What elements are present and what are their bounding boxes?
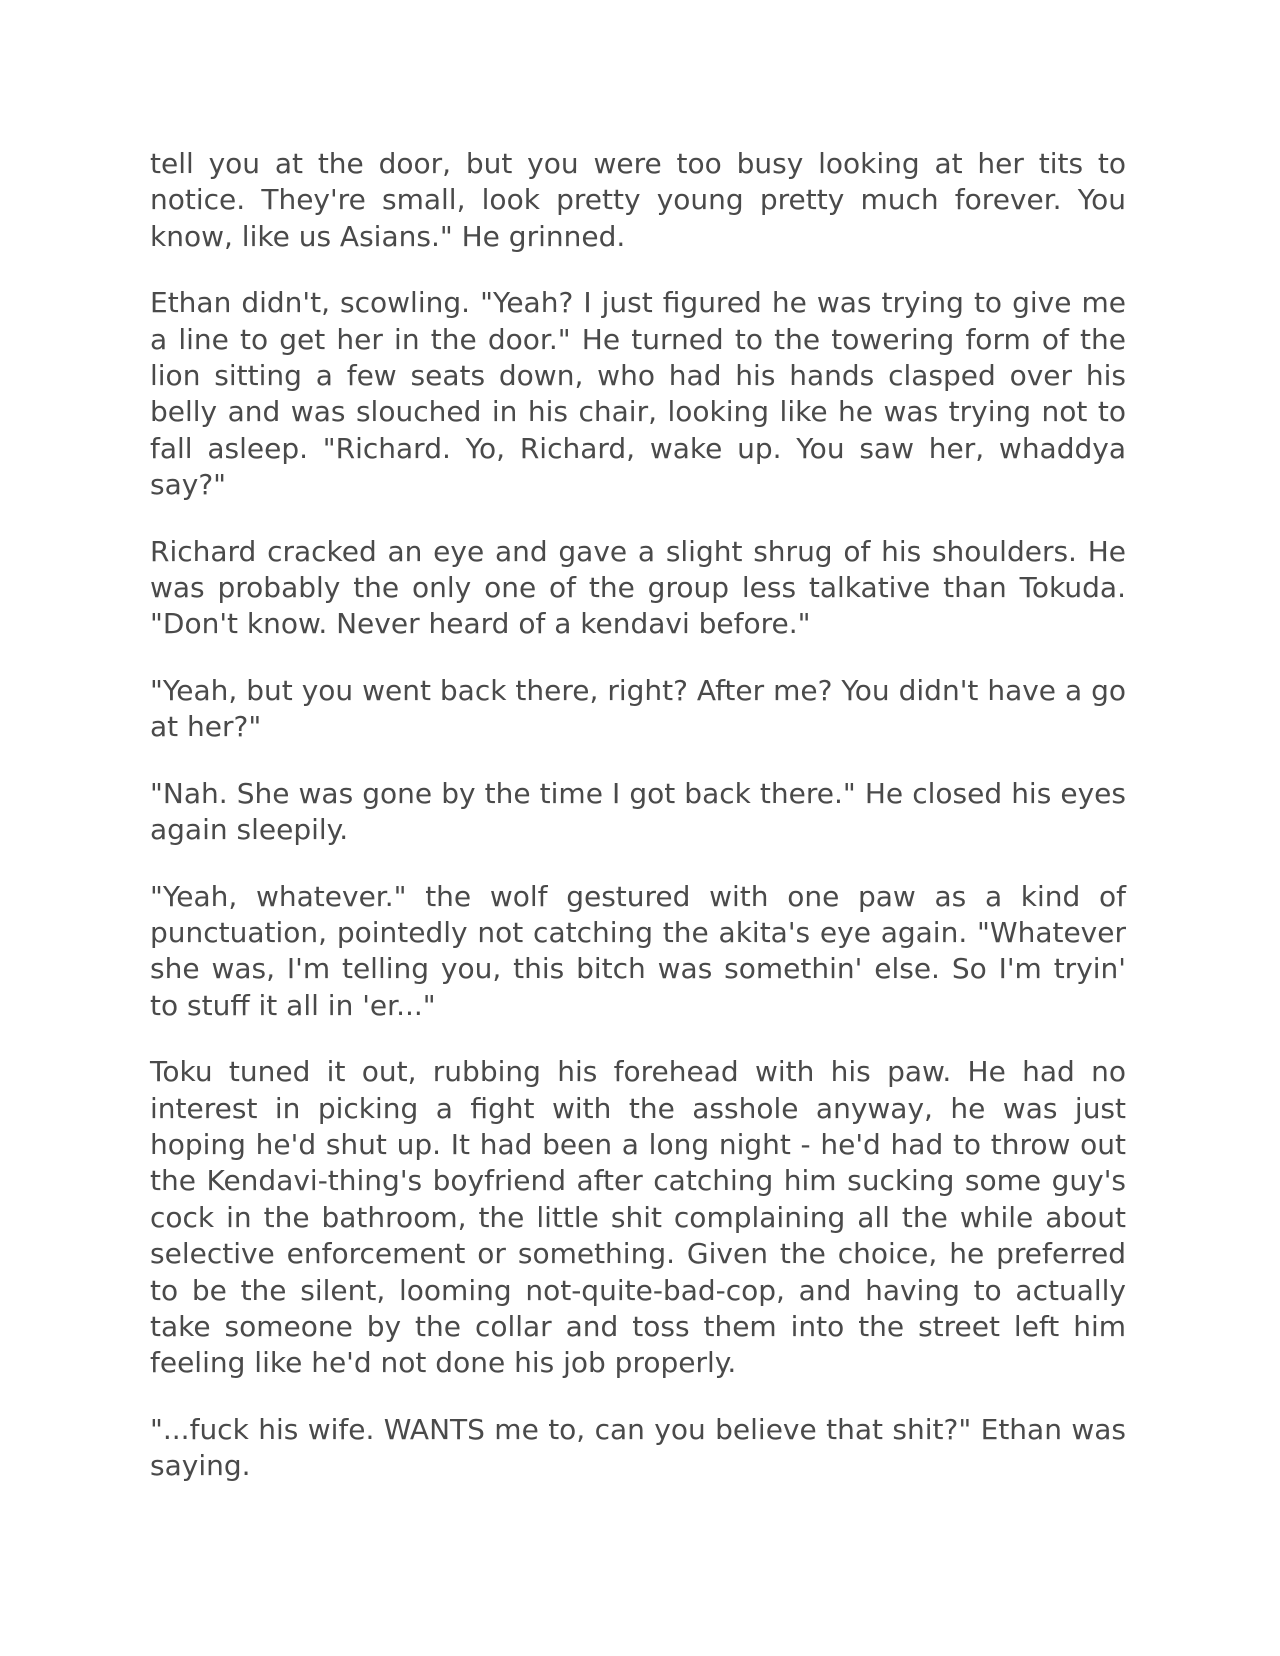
paragraph: Toku tuned it out, rubbing his forehead with his paw. He had no interest in picking a fight with the asshole anyway, he was just hoping he'd shut up. It had been a long night - he'd had to throw out the Kendavi-thing's boyfriend after catching him sucking some guy's cock in the bathroom, the little shit complaining all the while about selective enforcement or something. Given the choice, he preferred to be the silent, looming not-quite-bad-cop, and having to actually take someone by the collar and toss them into the street left him feeling like he'd not done his job properly. [150, 1055, 1126, 1380]
paragraph: "Nah. She was gone by the time I got back there." He closed his eyes again sleepily. [150, 776, 1126, 847]
paragraph: "Yeah, but you went back there, right? After me? You didn't have a go at her?" [150, 673, 1126, 744]
paragraph: tell you at the door, but you were too busy looking at her tits to notice. They're small, look pretty young pretty much forever. You know, like us Asians." He grinned. [150, 147, 1126, 253]
paragraph: "...fuck his wife. WANTS me to, can you believe that shit?" Ethan was saying. [150, 1412, 1126, 1483]
paragraph: Richard cracked an eye and gave a slight shrug of his shoulders. He was probably the only one of the group less talkative than Tokuda. "Don't know. Never heard of a kendavi before." [150, 534, 1126, 641]
page-body [150, 146, 1126, 1515]
paragraph: "Yeah, whatever." the wolf gestured with one paw as a kind of punctuation, pointedly not catching the akita's eye again. "Whatever she was, I'm telling you, this bitch was somethin' else. So I'm tryin' to stuff it all in 'er..." [150, 879, 1126, 1022]
paragraph: Ethan didn't, scowling. "Yeah? I just figured he was trying to give me a line to get her in the door." He turned to the towering form of the lion sitting a few seats down, who had his hands clasped over his belly and was slouched in his chair, looking like he was trying not to fall asleep. "Richard. Yo, Richard, wake up. You saw her, whaddya say?" [150, 286, 1126, 502]
